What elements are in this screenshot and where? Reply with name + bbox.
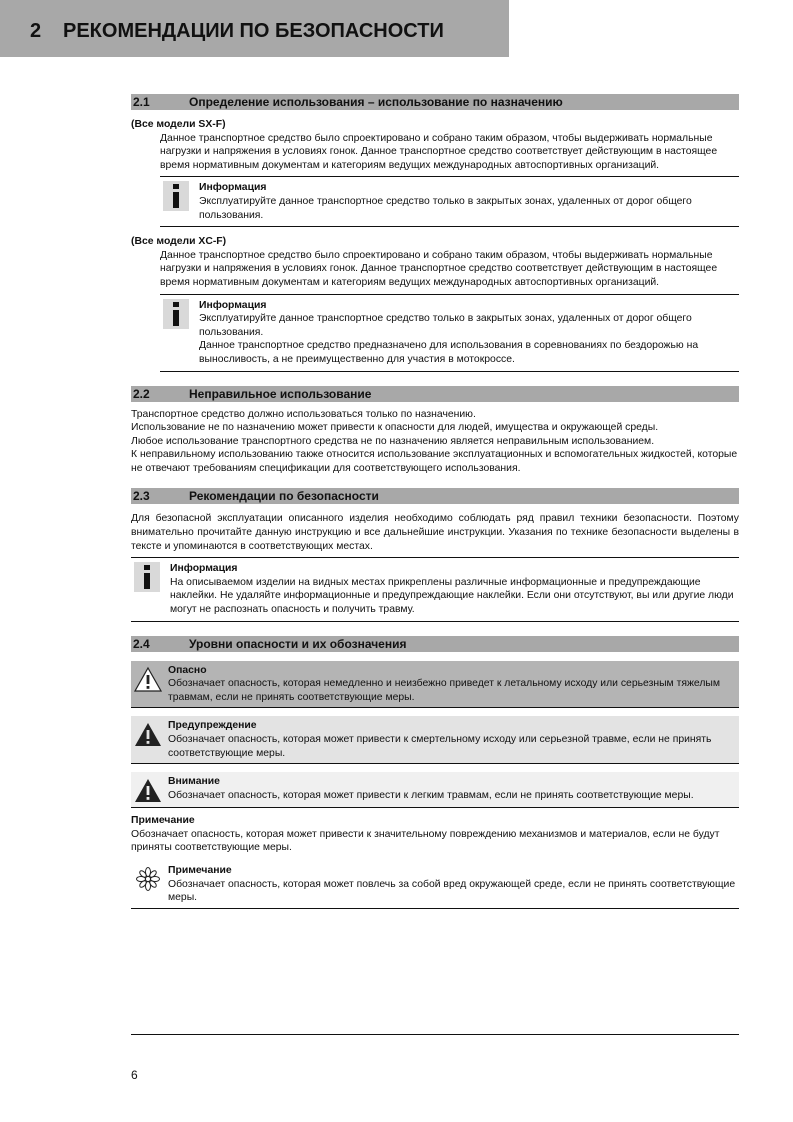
- warning-triangle-icon: [134, 776, 162, 804]
- paragraph: Данное транспортное средство было спроектировано и собрано таким образом, чтобы выдерживать нормальные нагрузки и напряжения в условиях гонок. Данное транспортное средство соответствует действующим в настоящее время нормативным документам и категориям ведущих международных автоспортивных организаций.: [160, 249, 718, 288]
- info-text: Данное транспортное средство предназначено для использования в соревнованиях по бездорожью на выносливость, а не преимущественно для участия в мотокроссе.: [199, 340, 699, 365]
- paragraph: Использование не по назначению может привести к опасности для людей, имущества и окружающей среды.: [131, 422, 659, 434]
- caution-box: [131, 772, 739, 808]
- environment-note-title: Примечание: [168, 864, 232, 876]
- section-2-3-heading: [131, 488, 739, 504]
- warning-text: Обозначает опасность, которая может привести к смертельному исходу или серьезной травме, если не принять соответствующие меры.: [168, 734, 712, 759]
- danger-box: [131, 661, 739, 709]
- info-box: [160, 176, 739, 227]
- section-title: Рекомендации по безопасности: [189, 489, 379, 504]
- paragraph: Данное транспортное средство было спроектировано и собрано таким образом, чтобы выдерживать нормальные нагрузки и напряжения в условиях гонок. Данное транспортное средство соответствует действующим в настоящее время нормативным документам и категориям ведущих международных автоспортивных организаций.: [160, 132, 718, 171]
- paragraph: Любое использование транспортного средства не по назначению является неправильным использованием.: [131, 435, 655, 447]
- info-text: Эксплуатируйте данное транспортное средство только в закрытых зонах, удаленных от дорог общего пользования.: [199, 195, 692, 221]
- section-title: Неправильное использование: [189, 386, 372, 401]
- flower-environment-icon: [134, 865, 162, 893]
- warning-triangle-icon: [134, 665, 162, 693]
- info-text: Эксплуатируйте данное транспортное средство только в закрытых зонах, удаленных от дорог общего пользования.: [199, 313, 692, 338]
- environment-note-box: [131, 861, 739, 909]
- footer-divider: [131, 1034, 739, 1035]
- section-title: Уровни опасности и их обозначения: [189, 636, 407, 651]
- warning-triangle-icon: [134, 720, 162, 748]
- model-label-xcf: (Все модели XC-F): [131, 236, 227, 248]
- page-number: 6: [131, 1068, 138, 1082]
- warning-box: [131, 716, 739, 764]
- danger-title: Опасно: [168, 664, 207, 676]
- info-box: [160, 294, 739, 372]
- note-text: Обозначает опасность, которая может привести к значительному повреждению механизмов и материалов, если не будут приняты соответствующие меры.: [131, 828, 720, 854]
- section-number: 2.3: [133, 489, 150, 504]
- caution-text: Обозначает опасность, которая может привести к легким травмам, если не принять соответствующие меры.: [168, 789, 694, 801]
- caution-title: Внимание: [168, 776, 220, 788]
- info-text: На описываемом изделии на видных местах прикреплены различные информационные и предупреждающие наклейки. Не удаляйте информационные и предупреждающие наклейки. Если они отсутствуют, вы или другие люди могут не распознать опасность и получить травму.: [170, 576, 734, 616]
- page-content: [131, 94, 739, 909]
- info-title: Информация: [199, 299, 267, 311]
- info-icon: [163, 299, 189, 329]
- info-icon: [163, 181, 189, 211]
- section-title: Определение использования – использование по назначению: [189, 95, 563, 109]
- note-title: Примечание: [131, 815, 195, 827]
- section-2-4-heading: [131, 636, 739, 652]
- section-number: 2.4: [133, 636, 150, 651]
- section-2-1-heading: [131, 94, 739, 110]
- info-box: [131, 557, 739, 621]
- chapter-number: 2: [30, 20, 42, 42]
- info-title: Информация: [170, 563, 238, 575]
- chapter-title-text: РЕКОМЕНДАЦИИ ПО БЕЗОПАСНОСТИ: [63, 20, 444, 42]
- section-2-2-heading: [131, 386, 739, 402]
- info-title: Информация: [199, 182, 267, 194]
- warning-title: Предупреждение: [168, 720, 257, 732]
- section-number: 2.2: [133, 386, 150, 401]
- paragraph: Транспортное средство должно использоваться только по назначению.: [131, 408, 476, 420]
- chapter-title: [0, 0, 509, 57]
- danger-text: Обозначает опасность, которая немедленно и неизбежно приведет к летальному исходу или серьезным тяжелым травмам, если не принять соответствующие меры.: [168, 678, 721, 703]
- paragraph: К неправильному использованию также относится использование эксплуатационных и вспомогательных жидкостей, которые не отвечают требованиям спецификации для соответствующего использования.: [131, 449, 738, 474]
- info-icon: [134, 562, 160, 592]
- paragraph: Для безопасной эксплуатации описанного изделия необходимо соблюдать ряд правил техники безопасности. Поэтому внимательно прочитайте данную инструкцию и все дальнейшие инструкции. Указания по технике безопасности выделены в тексте и упоминаются в соответствующих местах.: [131, 513, 739, 552]
- model-label-sxf: (Все модели SX-F): [131, 119, 226, 130]
- section-number: 2.1: [133, 95, 150, 109]
- environment-note-text: Обозначает опасность, которая может повлечь за собой вред окружающей среде, если не принять соответствующие меры.: [168, 878, 736, 904]
